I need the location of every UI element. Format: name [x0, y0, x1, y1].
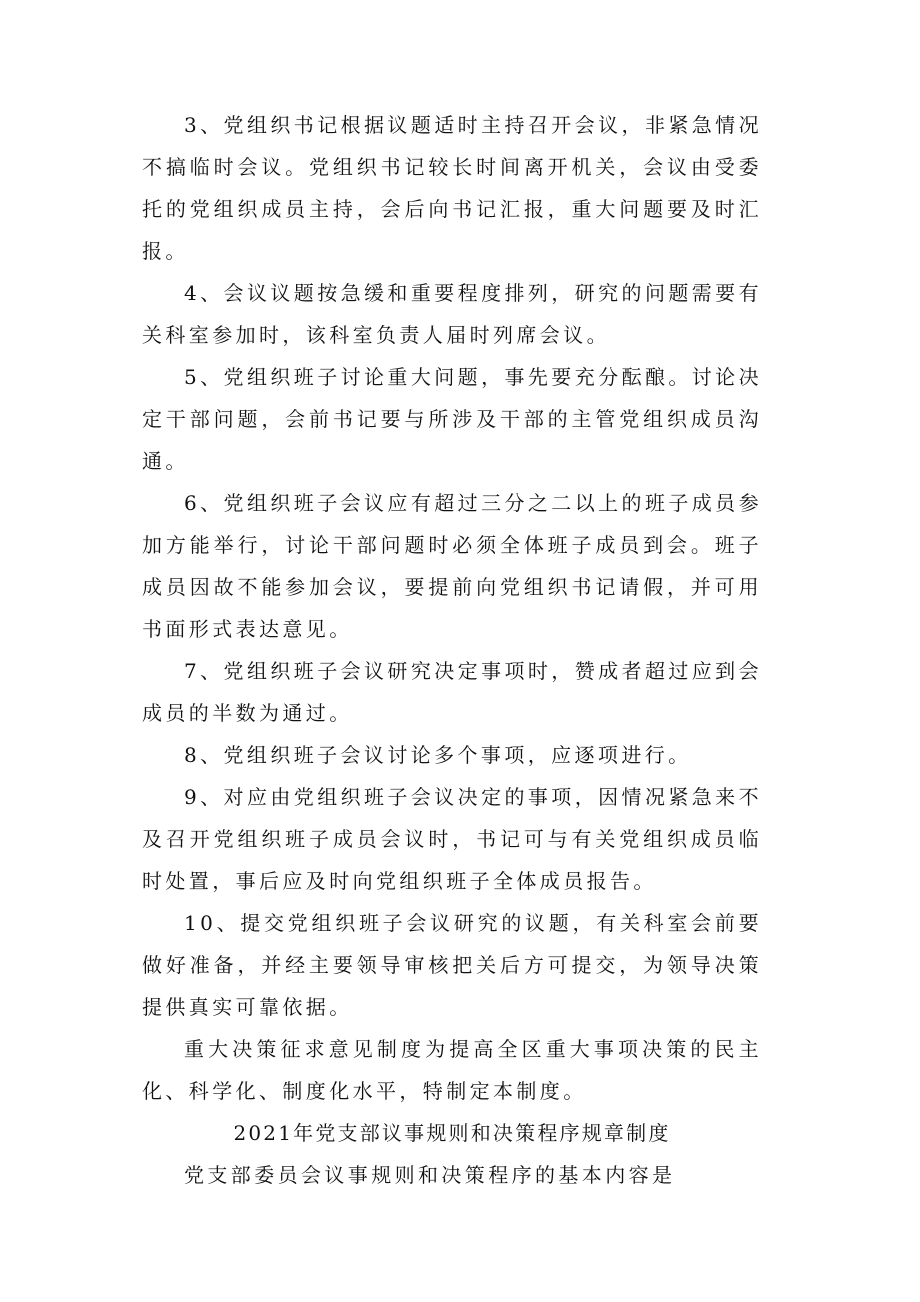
decision-system-paragraph: 重大决策征求意见制度为提高全区重大事项决策的民主化、科学化、制度化水平，特制定本制度。 — [142, 1037, 762, 1103]
paragraph-item-10: 10、提交党组织班子会议研究的议题，有关科室会前要做好准备，并经主要领导审核把关后方可提交，为领导决策提供真实可靠依据。 — [142, 911, 762, 1019]
document-body — [142, 104, 762, 1196]
paragraph-item-3: 3、党组织书记根据议题适时主持召开会议，非紧急情况不搞临时会议。党组织书记较长时间离开机关，会议由受委托的党组织成员主持，会后向书记汇报，重大问题要及时汇报。 — [142, 113, 762, 263]
paragraph-item-4: 4、会议议题按急缓和重要程度排列，研究的问题需要有关科室参加时，该科室负责人届时列席会议。 — [142, 281, 762, 347]
section-title: 2021年党支部议事规则和决策程序规章制度 — [233, 1121, 671, 1145]
closing-paragraph: 党支部委员会议事规则和决策程序的基本内容是 — [184, 1163, 676, 1187]
paragraph-item-9: 9、对应由党组织班子会议决定的事项，因情况紧急来不及召开党组织班子成员会议时，书记可与有关党组织成员临时处置，事后应及时向党组织班子全体成员报告。 — [142, 785, 762, 893]
paragraph-item-6: 6、党组织班子会议应有超过三分之二以上的班子成员参加方能举行，讨论干部问题时必须全体班子成员到会。班子成员因故不能参加会议，要提前向党组织书记请假，并可用书面形式表达意见。 — [142, 491, 762, 641]
paragraph-item-8: 8、党组织班子会议讨论多个事项，应逐项进行。 — [184, 743, 692, 767]
paragraph-item-5: 5、党组织班子讨论重大问题，事先要充分酝酿。讨论决定干部问题，会前书记要与所涉及干部的主管党组织成员沟通。 — [142, 365, 762, 473]
paragraph-item-7: 7、党组织班子会议研究决定事项时，赞成者超过应到会成员的半数为通过。 — [142, 659, 762, 725]
